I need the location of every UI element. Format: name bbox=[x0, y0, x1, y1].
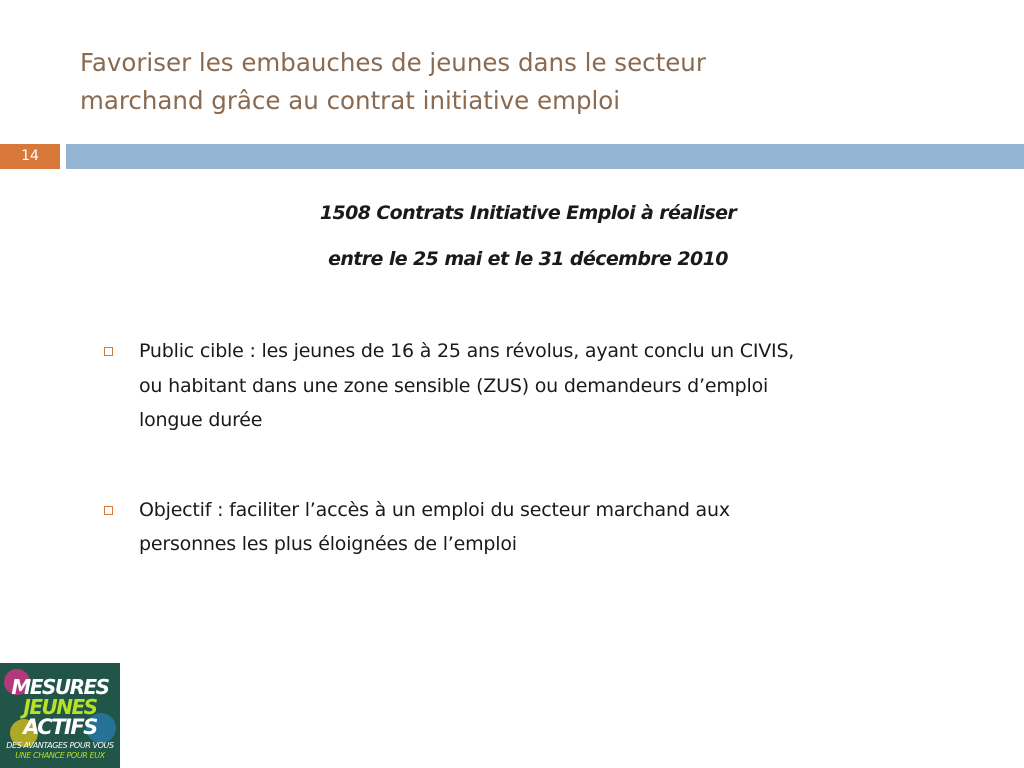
logo-text-actifs: ACTIFS bbox=[23, 715, 97, 739]
hollow-square-bullet-icon bbox=[104, 506, 113, 515]
page-number-badge: 14 bbox=[0, 144, 60, 169]
bullet-1-line-1: Public cible : les jeunes de 16 à 25 ans révolus, ayant conclu un CIVIS, bbox=[139, 340, 795, 362]
slide-title bbox=[80, 44, 960, 120]
bullet-2-line-2: personnes les plus éloignées de l’emploi bbox=[139, 533, 517, 555]
logo-text-jeunes: JEUNES bbox=[23, 695, 97, 719]
bullet-2-line-1: Objectif : faciliter l’accès à un emploi du secteur marchand aux bbox=[139, 498, 730, 521]
slide-title-line-1: Favoriser les embauches de jeunes dans le secteur bbox=[80, 48, 706, 77]
subtitle-line-1: 1508 Contrats Initiative Emploi à réaliser bbox=[319, 202, 737, 224]
slide-title-line-2: marchand grâce au contrat initiative emploi bbox=[80, 86, 621, 115]
subtitle-line-2: entre le 25 mai et le 31 décembre 2010 bbox=[328, 248, 728, 270]
bullet-list bbox=[104, 334, 924, 562]
mesures-jeunes-actifs-logo bbox=[0, 663, 120, 768]
bullet-item-objectif bbox=[104, 493, 924, 562]
bullet-item-public-cible bbox=[104, 334, 924, 438]
hollow-square-bullet-icon bbox=[104, 347, 113, 356]
logo-text-mesures: MESURES bbox=[11, 675, 109, 699]
logo-tagline-2: UNE CHANCE POUR EUX bbox=[15, 751, 105, 760]
bullet-1-line-3: longue durée bbox=[139, 409, 263, 431]
bullet-1-line-2: ou habitant dans une zone sensible (ZUS) ou demandeurs d’emploi bbox=[139, 374, 769, 397]
title-divider-bar bbox=[66, 144, 1024, 169]
logo-tagline-1: DES AVANTAGES POUR VOUS bbox=[6, 741, 114, 750]
